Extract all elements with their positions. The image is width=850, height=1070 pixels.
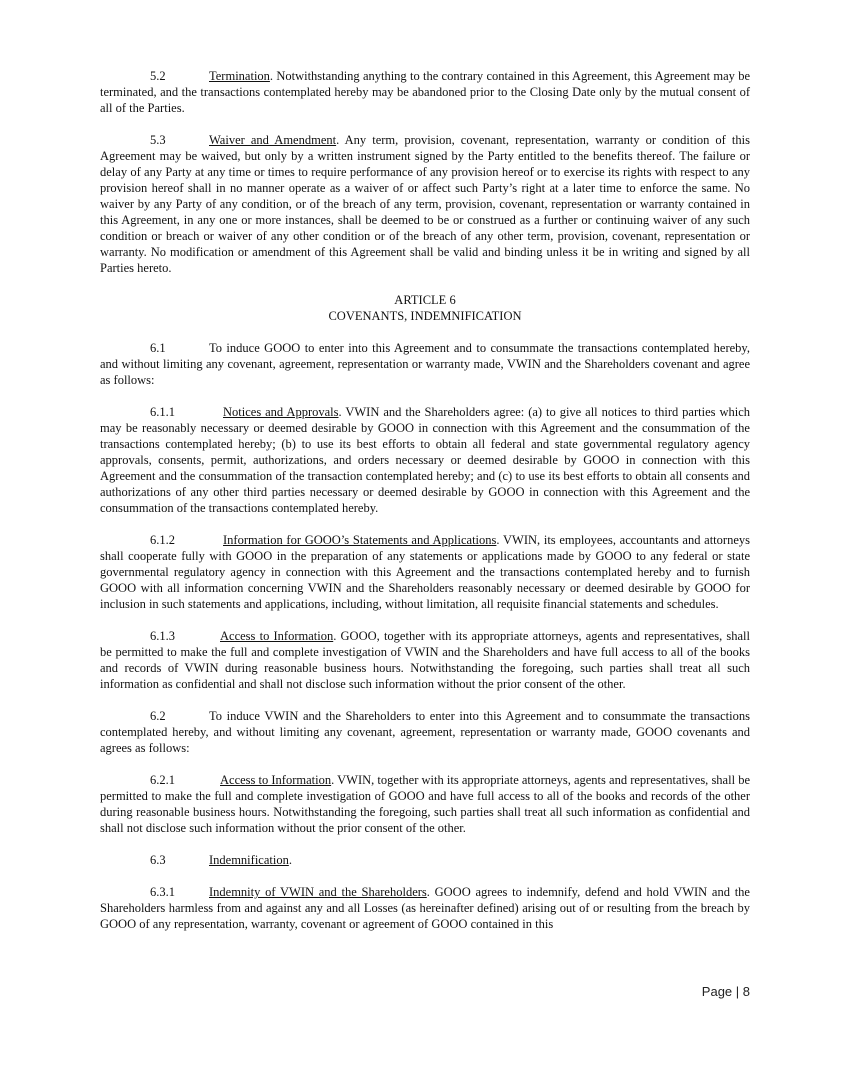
section-number: 6.2: [150, 709, 166, 723]
section-text: .: [288, 853, 292, 867]
section-number: 6.2.1: [150, 773, 175, 787]
section-6-3: [100, 852, 750, 868]
section-5-3: [100, 132, 750, 276]
section-heading: Waiver and Amendment: [209, 133, 337, 147]
section-5-2: [100, 68, 750, 116]
section-number: 6.3: [150, 853, 166, 867]
article-subtitle: COVENANTS, INDEMNIFICATION: [328, 309, 522, 323]
section-6-1: [100, 340, 750, 388]
section-number: 6.3.1: [150, 885, 175, 899]
section-number: 6.1.1: [150, 405, 175, 419]
section-text: . VWIN, together with its appropriate attorneys, agents and representatives, shall be permitted to make the full and complete investigation of GOOO and have full access to all of the books and records of the other during reasonable business hours. Notwithstanding the foregoing, such parties shall treat all such information as confidential and shall not disclose such information without the prior consent of the other.: [100, 773, 750, 835]
section-text: To induce VWIN and the Shareholders to enter into this Agreement and to consummate the transactions contemplated hereby, and without limiting any covenant, agreement, representation or warranty made, GOOO covenants and agrees as follows:: [100, 709, 750, 755]
section-heading: Access to Information: [220, 773, 332, 787]
section-text: . VWIN, its employees, accountants and attorneys shall cooperate fully with GOOO in the preparation of any statements or applications made by GOOO to any federal or state governmental regulatory agency in connection with this Agreement and the transactions contemplated hereby and to furnish GOOO with all information concerning VWIN and the Shareholders reasonably necessary or deemed desirable by GOOO for inclusion in such statements and applications, including, without limitation, all requisite financial statements and schedules.: [100, 533, 750, 611]
section-6-1-1: [100, 404, 750, 516]
section-6-2-1: [100, 772, 750, 836]
section-heading: Indemnification: [209, 853, 289, 867]
section-heading: Termination: [209, 69, 270, 83]
section-heading: Access to Information: [220, 629, 334, 643]
document-body: [100, 68, 750, 932]
section-number: 5.2: [150, 69, 166, 83]
section-text: . Any term, provision, covenant, representation, warranty or condition of this Agreement may be waived, but only by a written instrument signed by the Party entitled to the benefits thereof. The failure or delay of any Party at any time or times to require performance of any provision hereof or to exercise its rights with respect to any provision hereof shall in no manner operate as a waiver of or affect such Party’s right at a later time to enforce the same. No waiver by any Party of any condition, or of the breach of any term, provision, covenant, representation or warranty contained in this Agreement, in any one or more instances, shall be deemed to be or construed as a further or continuing waiver of any such condition or breach or waiver of any other condition or of the breach of any other term, provision, covenant, representation or warranty. No modification or amendment of this Agreement shall be valid and binding unless it be in writing and signed by all Parties hereto.: [100, 133, 750, 275]
section-number: 6.1.2: [150, 533, 175, 547]
section-number: 5.3: [150, 133, 166, 147]
article-title: ARTICLE 6: [394, 293, 456, 307]
section-6-3-1: [100, 884, 750, 932]
section-text: . GOOO agrees to indemnify, defend and hold VWIN and the Shareholders harmless from and against any and all Losses (as hereinafter defined) arising out of or resulting from the breach by GOOO of any representation, warranty, covenant or agreement of GOOO contained in this: [100, 885, 750, 931]
section-6-1-2: [100, 532, 750, 612]
section-6-1-3: [100, 628, 750, 692]
section-heading: Information for GOOO’s Statements and Applications: [223, 533, 497, 547]
section-text: . VWIN and the Shareholders agree: (a) to give all notices to third parties which may be reasonably necessary or deemed desirable by GOOO in connection with this Agreement and the consummation of the transactions contemplated hereby; (b) to use its best efforts to obtain all federal and state governmental regulatory agency approvals, consents, permit, authorizations, and orders necessary or deemed desirable by GOOO in connection with this Agreement and the consummation of the transaction contemplated hereby; and (c) to use its best efforts to obtain all consents and authorizations of any other third parties necessary or deemed desirable by GOOO in connection with this Agreement and the consummation of the transactions contemplated hereby.: [100, 405, 750, 515]
section-text: To induce GOOO to enter into this Agreement and to consummate the transactions contemplated hereby, and without limiting any covenant, agreement, representation or warranty made, VWIN and the Shareholders covenant and agree as follows:: [100, 341, 750, 387]
article-heading: [100, 292, 750, 324]
section-heading: Indemnity of VWIN and the Shareholders: [209, 885, 427, 899]
section-text: . GOOO, together with its appropriate attorneys, agents and representatives, shall be permitted to make the full and complete investigation of VWIN and the Shareholders and have full access to all of the books and records of VWIN during reasonable business hours. Notwithstanding the foregoing, such parties shall treat all such information as confidential and shall not disclose such information without the prior consent of the other.: [100, 629, 751, 691]
page-number: Page | 8: [701, 984, 750, 999]
section-6-2: [100, 708, 750, 756]
section-number: 6.1.3: [150, 629, 175, 643]
section-heading: Notices and Approvals: [223, 405, 339, 419]
section-text: . Notwithstanding anything to the contrary contained in this Agreement, this Agreement may be terminated, and the transactions contemplated hereby may be abandoned prior to the Closing Date only by the mutual consent of all of the Parties.: [100, 69, 750, 115]
section-number: 6.1: [150, 341, 166, 355]
